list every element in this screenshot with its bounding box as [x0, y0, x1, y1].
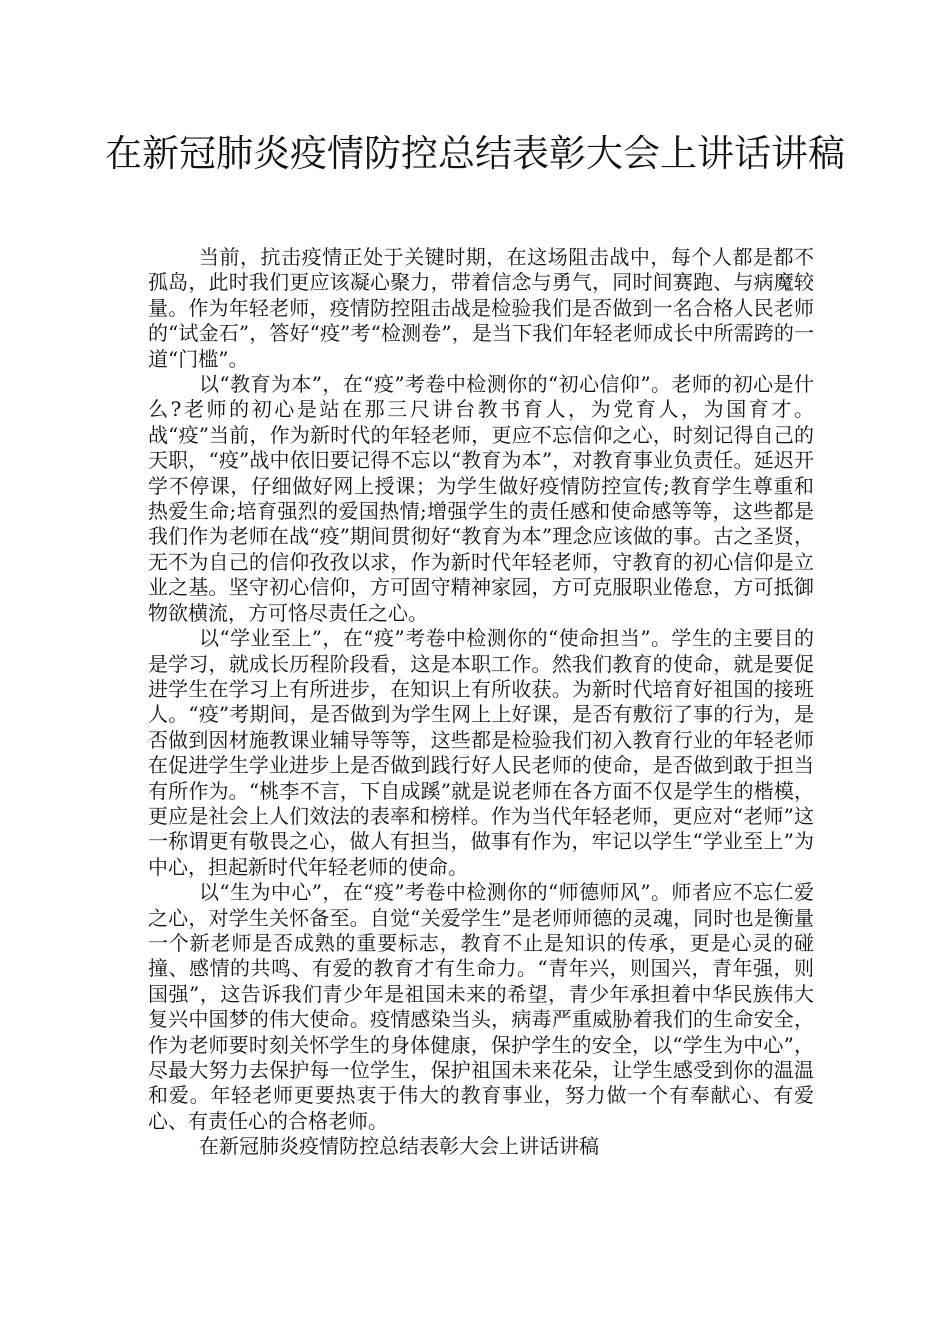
document-title: 在新冠肺炎疫情防控总结表彰大会上讲话讲稿	[105, 132, 845, 175]
paragraph-education-first: 以“教育为本”，在“疫”考卷中检测你的“初心信仰”。老师的初心是什么?老师的初心是站在那三尺讲台教书育人，为党育人，为国育才。战“疫”当前，作为新时代的年轻老师，更应不忘信仰之心，时刻记得自己的天职，“疫”战中依旧要记得不忘以“教育为本”，对教育事业负责任。延迟开学不停课，仔细做好网上授课；为学生做好疫情防控宣传;教育学生尊重和热爱生命;培育强烈的爱国热情;增强学生的责任感和使命感等等，这些都是我们作为老师在战“疫”期间贯彻好“教育为本”理念应该做的事。古之圣贤，无不为自己的信仰孜孜以求，作为新时代年轻老师，守教育的初心信仰是立业之基。坚守初心信仰，方可固守精神家园，方可克服职业倦怠，方可抵御物欲横流，方可恪尽责任之心。	[148, 372, 814, 625]
paragraph-intro: 当前，抗击疫情正处于关键时期，在这场阻击战中，每个人都是都不孤岛，此时我们更应该凝心聚力，带着信念与勇气，同时间赛跑、与病魔较量。作为年轻老师，疫情防控阻击战是检验我们是否做到一名合格人民老师的“试金石”，答好“疫”考“检测卷”，是当下我们年轻老师成长中所需跨的一道“门槛”。	[148, 245, 814, 371]
document-body	[148, 245, 814, 1160]
paragraph-closing-title: 在新冠肺炎疫情防控总结表彰大会上讲话讲稿	[199, 1134, 599, 1159]
paragraph-student-centered: 以“生为中心”，在“疫”考卷中检测你的“师德师风”。师者应不忘仁爱之心，对学生关怀备至。自觉“关爱学生”是老师师德的灵魂，同时也是衡量一个新老师是否成熟的重要标志，教育不止是知识的传承，更是心灵的碰撞、感情的共鸣、有爱的教育才有生命力。“青年兴，则国兴，青年强，则国强”，这告诉我们青少年是祖国未来的希望，青少年承担着中华民族伟大复兴中国梦的伟大使命。疫情感染当头，病毒严重威胁着我们的生命安全，作为老师要时刻关怀学生的身体健康，保护学生的安全，以“学生为中心”，尽最大努力去保护每一位学生，保护祖国未来花朵，让学生感受到你的温温和爱。年轻老师更要热衷于伟大的教育事业，努力做一个有奉献心、有爱心、有责任心的合格老师。	[148, 880, 814, 1133]
paragraph-study-first: 以“学业至上”，在“疫”考卷中检测你的“使命担当”。学生的主要目的是学习，就成长历程阶段看，这是本职工作。然我们教育的使命，就是要促进学生在学习上有所进步，在知识上有所收获。为新时代培育好祖国的接班人。“疫”考期间，是否做到为学生网上上好课，是否有敷衍了事的行为，是否做到因材施教课业辅导等等，这些都是检验我们初入教育行业的年轻老师在促进学生学业进步上是否做到践行好人民老师的使命，是否做到敢于担当有所作为。“桃李不言，下自成蹊”就是说老师在各方面不仅是学生的楷模，更应是社会上人们效法的表率和榜样。作为当代年轻老师，更应对“老师”这一称谓更有敬畏之心，做人有担当，做事有作为，牢记以学生“学业至上”为中心，担起新时代年轻老师的使命。	[148, 626, 814, 879]
